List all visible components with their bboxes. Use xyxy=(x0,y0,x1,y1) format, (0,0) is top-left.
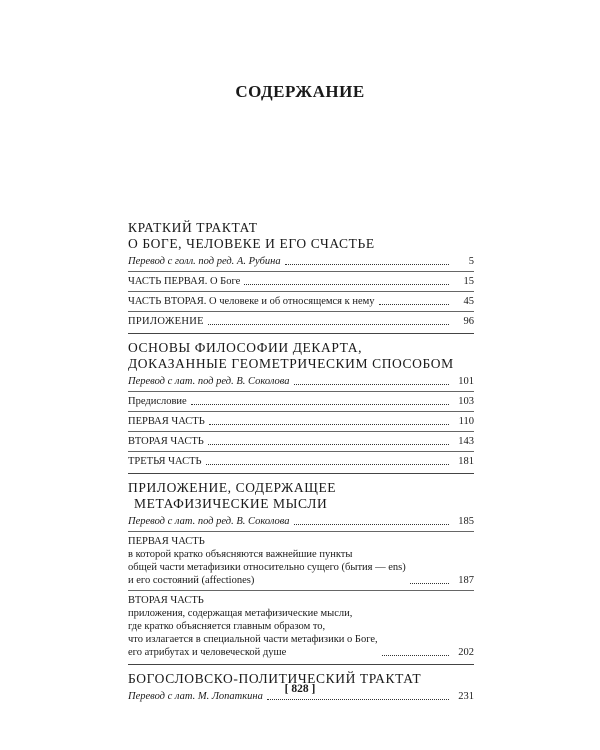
toc-entry-line: в которой кратко объясняются важнейшие пункты xyxy=(128,549,353,560)
toc-entry-page: 15 xyxy=(463,276,474,287)
section-title-line: ДОКАЗАННЫЕ ГЕОМЕТРИЧЕСКИМ СПОСОБОМ xyxy=(128,356,454,371)
section-title-line: БОГОСЛОВСКО-ПОЛИТИЧЕСКИЙ ТРАКТАТ xyxy=(128,671,422,686)
section-title-line: ПРИЛОЖЕНИЕ, СОДЕРЖАЩЕЕ xyxy=(128,480,337,495)
toc-entry-label: Перевод с лат. под ред. В. Соколова xyxy=(128,516,290,527)
dot-leader xyxy=(267,699,449,700)
toc-entry[interactable] xyxy=(128,271,474,291)
toc-entry[interactable] xyxy=(128,252,474,271)
page-number: [ 828 ] xyxy=(284,683,316,695)
toc-entry-line: где кратко объясняется главным образом то, xyxy=(128,621,326,632)
toc-entry[interactable] xyxy=(128,411,474,431)
toc-entry-label: ТРЕТЬЯ ЧАСТЬ xyxy=(128,456,202,467)
dot-leader xyxy=(191,404,449,405)
toc-entry-label: ПРИЛОЖЕНИЕ xyxy=(128,316,204,327)
section-title-line: КРАТКИЙ ТРАКТАТ xyxy=(128,220,258,235)
toc-entry[interactable] xyxy=(128,590,474,662)
toc-entry-page: 103 xyxy=(458,396,474,407)
section-title xyxy=(128,480,474,512)
page-title: СОДЕРЖАНИЕ xyxy=(235,82,365,101)
toc-entry-page: 187 xyxy=(458,575,474,586)
toc-entry[interactable] xyxy=(128,391,474,411)
toc-entry-label xyxy=(128,535,406,587)
section-title-line: О БОГЕ, ЧЕЛОВЕКЕ И ЕГО СЧАСТЬЕ xyxy=(128,236,375,251)
dot-leader xyxy=(294,524,449,525)
toc-entry-label: ВТОРАЯ ЧАСТЬ xyxy=(128,436,204,447)
toc-entry-label: Предисловие xyxy=(128,396,187,407)
toc-entry-label: ЧАСТЬ ПЕРВАЯ. О Боге xyxy=(128,276,241,287)
toc-entry-line: общей части метафизики относительно сущего (бытия — ens) xyxy=(128,562,406,573)
toc-entry[interactable] xyxy=(128,512,474,531)
dot-leader xyxy=(410,583,449,584)
dot-leader xyxy=(208,324,449,325)
toc-entry-page: 181 xyxy=(458,456,474,467)
toc-entry-label: Перевод с голл. под ред. А. Рубина xyxy=(128,256,281,267)
toc-entry[interactable] xyxy=(128,311,474,331)
toc-entry-label: Перевод с лат. под ред. В. Соколова xyxy=(128,376,290,387)
section-title xyxy=(128,220,474,252)
section-title-line: МЕТАФИЗИЧЕСКИЕ МЫСЛИ xyxy=(134,496,328,511)
dot-leader xyxy=(208,444,449,445)
toc-entry-page: 143 xyxy=(458,436,474,447)
toc-section-descartes xyxy=(128,333,474,473)
toc-entry-page: 185 xyxy=(458,516,474,527)
toc-entry-line: и его состояний (affectiones) xyxy=(128,575,255,586)
toc-entry-line: ВТОРАЯ ЧАСТЬ xyxy=(128,595,204,606)
toc-entry[interactable] xyxy=(128,372,474,391)
dot-leader xyxy=(209,424,449,425)
dot-leader xyxy=(244,284,449,285)
section-title-line: ОСНОВЫ ФИЛОСОФИИ ДЕКАРТА, xyxy=(128,340,363,355)
toc-entry-label xyxy=(128,594,378,659)
toc-entry[interactable] xyxy=(128,291,474,311)
toc-entry-page: 5 xyxy=(468,256,474,267)
dot-leader xyxy=(285,264,449,265)
toc-entry-label: ПЕРВАЯ ЧАСТЬ xyxy=(128,416,205,427)
toc-entry-label: ЧАСТЬ ВТОРАЯ. О человеке и об относящемся к нему xyxy=(128,296,375,307)
toc-entry-line: ПЕРВАЯ ЧАСТЬ xyxy=(128,536,205,547)
toc-section-short-treatise xyxy=(128,220,474,333)
dot-leader xyxy=(379,304,449,305)
toc-section-metaphysical-thoughts xyxy=(128,473,474,664)
toc-entry-page: 101 xyxy=(458,376,474,387)
toc-entry-page: 96 xyxy=(463,316,474,327)
toc-entry-label: Перевод с лат. М. Лопаткина xyxy=(128,691,263,702)
dot-leader xyxy=(382,655,449,656)
toc-entry-line: приложения, содержащая метафизические мысли, xyxy=(128,608,353,619)
toc-entry[interactable] xyxy=(128,531,474,590)
table-of-contents xyxy=(128,220,474,708)
toc-entry-page: 202 xyxy=(458,647,474,658)
section-title xyxy=(128,340,474,372)
toc-entry-page: 110 xyxy=(458,416,474,427)
toc-entry-page: 45 xyxy=(463,296,474,307)
toc-entry[interactable] xyxy=(128,451,474,471)
dot-leader xyxy=(294,384,449,385)
toc-entry-page: 231 xyxy=(458,691,474,702)
toc-entry[interactable] xyxy=(128,431,474,451)
dot-leader xyxy=(206,464,449,465)
toc-entry-line: его атрибутах и человеческой душе xyxy=(128,647,287,658)
toc-entry-line: что излагается в специальной части метафизики о Боге, xyxy=(128,634,378,645)
